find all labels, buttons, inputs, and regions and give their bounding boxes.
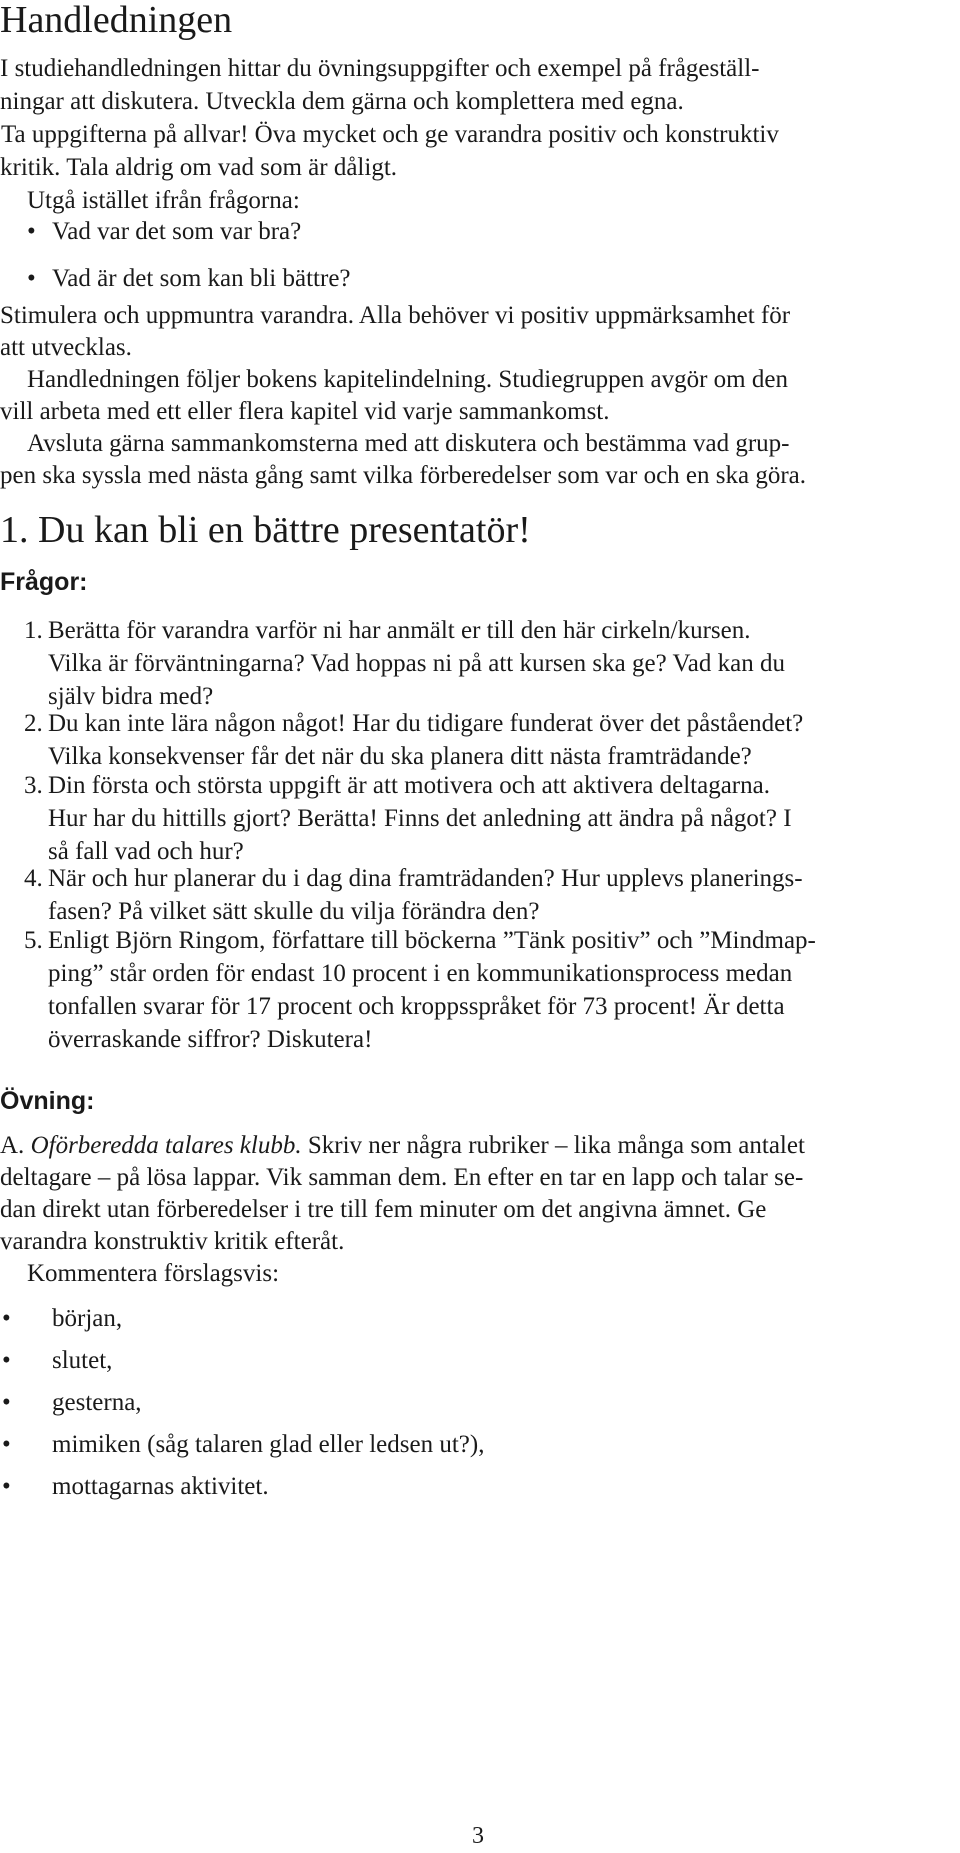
bullet-icon: •	[2, 1473, 11, 1500]
question-item: 2. Du kan inte lära någon något! Har du tidigare funderat över det påståendet? Vilka konsekvenser får det när du ska planera ditt nästa framträdande?	[24, 707, 944, 773]
guidance-line: vill arbeta med ett eller flera kapitel vid varje sammankomst.	[0, 398, 610, 425]
exercise-paragraph	[0, 1130, 955, 1290]
intro-bullet-list	[0, 208, 955, 302]
comment-bullet-list	[0, 1298, 955, 1508]
intro-line: ningar att diskutera. Utveckla dem gärna och komplettera med egna.	[0, 88, 684, 115]
intro-paragraph	[0, 52, 955, 217]
bullet-icon: •	[27, 265, 36, 292]
exercise-heading: Övning:	[0, 1087, 95, 1115]
question-item: 1. Berätta för varandra varför ni har anmält er till den här cirkeln/kursen. Vilka är förväntningarna? Vad hoppas ni på att kursen ska ge? Vad kan du själv bidra med?	[24, 614, 944, 713]
section-title: 1. Du kan bli en bättre presentatör!	[0, 509, 531, 551]
intro-line: Utgå istället ifrån frågorna:	[27, 187, 300, 214]
bullet-icon: •	[2, 1347, 11, 1374]
guidance-paragraph	[0, 300, 955, 492]
list-item: • slutet,	[0, 1340, 955, 1382]
guidance-line: Stimulera och uppmuntra varandra. Alla behöver vi positiv uppmärksamhet för	[0, 302, 791, 329]
exercise-title: Oförberedda talares klubb.	[30, 1132, 302, 1159]
question-number: 3.	[24, 772, 43, 799]
exercise-line: A. Oförberedda talares klubb. Skriv ner några rubriker – lika många som antalet	[0, 1132, 805, 1159]
bullet-icon: •	[2, 1431, 11, 1458]
question-number: 2.	[24, 710, 43, 737]
comment-intro: Kommentera förslagsvis:	[27, 1260, 280, 1287]
questions-heading: Frågor:	[0, 568, 88, 596]
bullet-icon: •	[2, 1389, 11, 1416]
question-item: 4. När och hur planerar du i dag dina framträdanden? Hur upplevs planerings- fasen? På vilket sätt skulle du vilja förändra den?	[24, 862, 944, 928]
intro-line: kritik. Tala aldrig om vad som är dåligt.	[0, 154, 398, 181]
question-number: 5.	[24, 927, 43, 954]
question-number: 4.	[24, 865, 43, 892]
page-number: 3	[472, 1823, 484, 1849]
exercise-line: dan direkt utan förberedelser i tre till fem minuter om det angivna ämnet. Ge	[0, 1196, 767, 1223]
question-item: 5. Enligt Björn Ringom, författare till böckerna ”Tänk positiv” och ”Mindmap- ping” står orden för endast 10 procent i en kommunikationsprocess medan tonfallen svarar för 17 procent och kroppsspråket för 73 procent! Är detta överraskande siffror? Diskutera!	[24, 924, 944, 1056]
guidance-line: Avsluta gärna sammankomsterna med att diskutera och bestämma vad grup-	[27, 430, 790, 457]
question-item: 3. Din första och största uppgift är att motivera och att aktivera deltagarna. Hur har du hittills gjort? Berätta! Finns det anledning att ändra på något? I så fall vad och hur?	[24, 769, 944, 868]
exercise-line: deltagare – på lösa lappar. Vik samman dem. En efter en tar en lapp och talar se-	[0, 1164, 804, 1191]
guidance-line: pen ska syssla med nästa gång samt vilka förberedelser som var och en ska göra.	[0, 462, 807, 489]
guidance-line: att utvecklas.	[0, 334, 132, 361]
bullet-icon: •	[27, 218, 36, 245]
list-item: • Vad är det som kan bli bättre?	[0, 255, 955, 302]
list-item: • gesterna,	[0, 1382, 955, 1424]
list-item: • mottagarnas aktivitet.	[0, 1466, 955, 1508]
exercise-line: varandra konstruktiv kritik efteråt.	[0, 1228, 345, 1255]
guidance-line: Handledningen följer bokens kapitelindelning. Studiegruppen avgör om den	[27, 366, 788, 393]
intro-line: Ta uppgifterna på allvar! Öva mycket och ge varandra positiv och konstruktiv	[1, 121, 779, 148]
list-item: • mimiken (såg talaren glad eller ledsen ut?),	[0, 1424, 955, 1466]
bullet-icon: •	[2, 1305, 11, 1332]
question-number: 1.	[24, 617, 43, 644]
page-title: Handledningen	[0, 0, 233, 41]
list-item: • början,	[0, 1298, 955, 1340]
intro-line: I studiehandledningen hittar du övningsuppgifter och exempel på frågeställ-	[0, 55, 760, 82]
list-item: • Vad var det som var bra?	[0, 208, 955, 255]
